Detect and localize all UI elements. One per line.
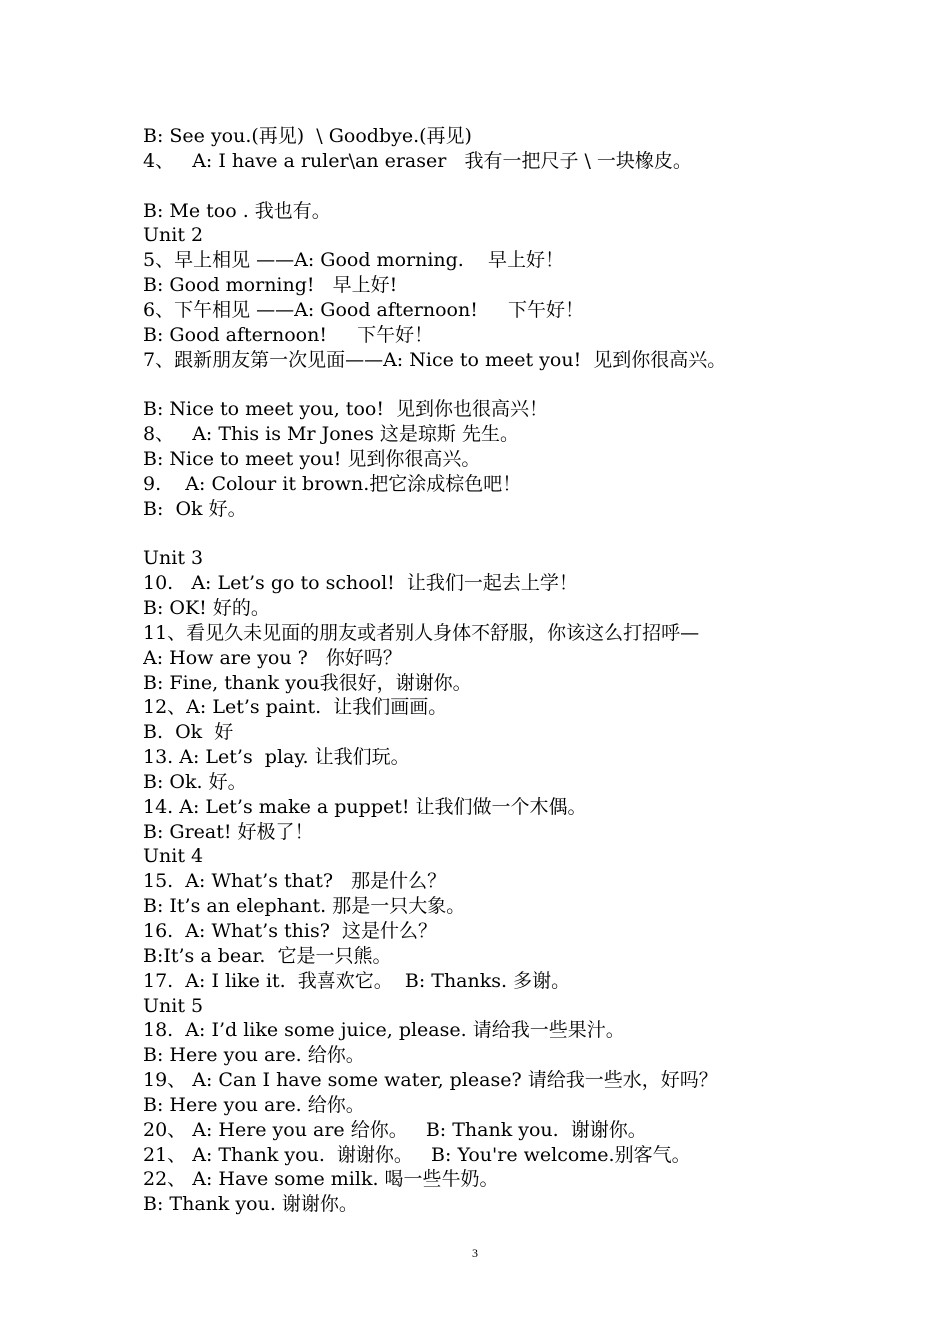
text-line: 19、 A: Can I have some water, please? 请给我一些水，好吗？ [143,1069,718,1092]
text-line: 13. A: Let’s play. 让我们玩。 [143,746,410,769]
text-line: 17. A: I like it. 我喜欢它。 B: Thanks. 多谢。 [143,969,571,992]
text-line: B: Good morning! 早上好! [143,274,398,297]
text-line: 8、 A: This is Mr Jones 这是琼斯 先生。 [143,423,519,446]
text-line: B. Ok 好 [143,721,234,744]
text-line: A: How are you ? 你好吗？ [143,646,402,669]
text-line: B: Me too . 我也有。 [143,199,331,222]
blank-line [143,372,933,397]
text-line: Unit 2 [143,224,204,247]
text-line: B: Here you are. 给你。 [143,1093,365,1116]
text-line: B: Ok. 好。 [143,770,247,793]
blank-line [143,522,933,547]
text-line: 14. A: Let’s make a puppet! 让我们做一个木偶。 [143,795,587,818]
text-line: B:It’s a bear. 它是一只熊。 [143,944,392,967]
text-line: Unit 4 [143,845,204,868]
page-number: 3 [472,1246,478,1260]
text-line: 7、跟新朋友第一次见面——A: Nice to meet you! 见到你很高兴。 [143,348,727,371]
text-line: B: Ok 好。 [143,497,247,520]
text-line: B: Great! 好极了！ [143,820,314,843]
text-line: 21、 A: Thank you. 谢谢你。 B: You're welcome.别客气。 [143,1143,691,1166]
blank-line [143,174,933,199]
text-line: 15. A: What’s that? 那是什么？ [143,870,447,893]
text-line: B: OK! 好的。 [143,597,270,620]
text-line: B: Here you are. 给你。 [143,1044,365,1067]
text-line: B: It’s an elephant. 那是一只大象。 [143,895,466,918]
text-line: B: Nice to meet you! 见到你很高兴。 [143,447,481,470]
text-line: B: Good afternoon! 下午好！ [143,323,434,346]
text-line: 20、 A: Here you are 给你。 B: Thank you. 谢谢你。 [143,1118,647,1141]
text-line: 12、A: Let’s paint. 让我们画画。 [143,696,448,719]
text-line: 18. A: I’d like some juice, please. 请给我一些果汁。 [143,1019,625,1042]
text-line: 4、 A: I have a ruler\an eraser 我有一把尺子 \ 一块橡皮。 [143,149,692,172]
text-line: B: Thank you. 谢谢你。 [143,1193,358,1216]
text-line: Unit 3 [143,547,204,570]
text-line: 11、看见久未见面的朋友或者别人身体不舒服，你该这么打招呼— [143,621,700,644]
text-line: B: Nice to meet you, too! 见到你也很高兴！ [143,398,549,421]
text-line: 22、 A: Have some milk. 喝一些牛奶。 [143,1168,499,1191]
text-line: 6、下午相见 ——A: Good afternoon! 下午好！ [143,298,585,321]
text-line: 5、早上相见 ——A: Good morning. 早上好！ [143,249,564,272]
text-line: 16. A: What’s this? 这是什么？ [143,920,437,942]
text-line: 9. A: Colour it brown.把它涂成棕色吧！ [143,472,522,495]
text-line: B: Fine, thank you我很好，谢谢你。 [143,671,472,694]
text-line: 10. A: Let’s go to school! 让我们一起去上学！ [143,572,578,595]
dialogue-lines [143,124,933,1217]
text-line: Unit 5 [143,994,204,1017]
text-line: B: See you.(再见) \ Goodbye.(再见) [143,125,472,147]
